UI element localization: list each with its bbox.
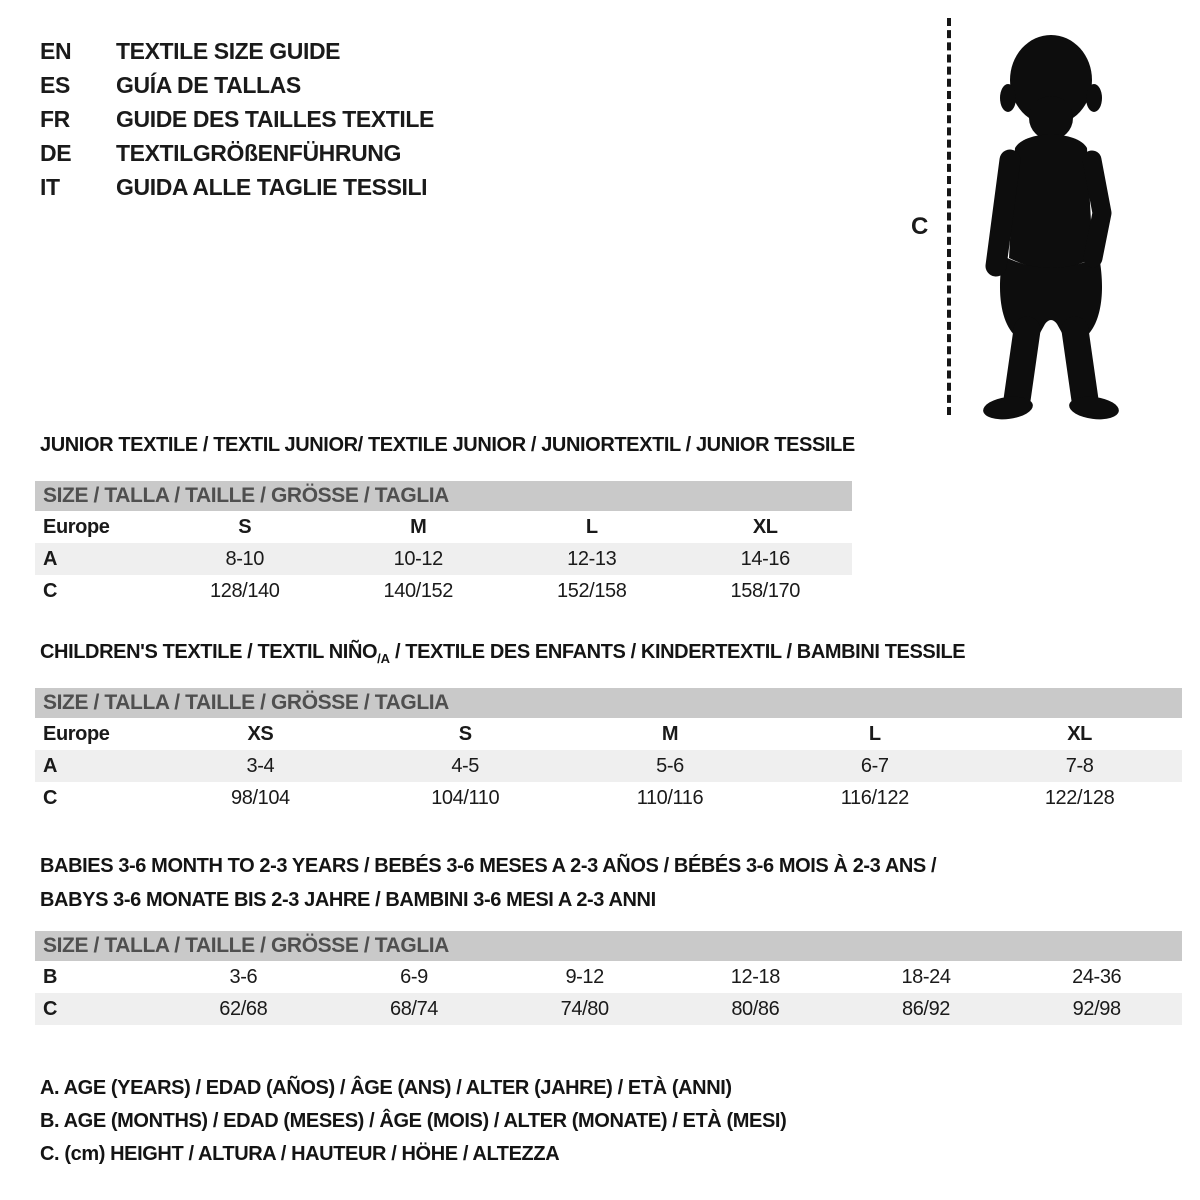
table-row [35,750,1182,782]
legend-line-a: A. AGE (YEARS) / EDAD (AÑOS) / ÂGE (ANS) / ALTER (JAHRE) / ETÀ (ANNI) [40,1077,732,1099]
size-value: 116/122 [840,787,909,809]
language-code: ES [40,72,70,98]
language-title-list [40,34,434,204]
guide-title: TEXTILGRÖßENFÜHRUNG [116,140,401,166]
legend-line-c: C. (cm) HEIGHT / ALTURA / HAUTEUR / HÖHE / ALTEZZA [40,1143,560,1165]
size-value: 104/110 [431,787,500,809]
table-row [35,511,852,543]
size-value: 12-13 [567,548,617,570]
size-value: 4-5 [451,755,480,777]
language-code: EN [40,38,72,64]
size-value: 10-12 [393,548,443,570]
size-header-bar: SIZE / TALLA / TAILLE / GRÖSSE / TAGLIA [35,481,852,511]
babies-size-table [35,931,1182,1025]
guide-title: TEXTILE SIZE GUIDE [116,38,341,64]
height-measure-label: C [911,213,928,240]
size-value: 152/158 [557,580,627,602]
language-row [40,170,434,204]
size-value: 110/116 [636,787,704,809]
size-value: 86/92 [901,998,951,1020]
language-code: DE [40,140,72,166]
junior-section-title: JUNIOR TEXTILE / TEXTIL JUNIOR/ TEXTILE JUNIOR / JUNIORTEXTIL / JUNIOR TESSILE [40,434,855,456]
size-value: 6-9 [400,966,428,988]
babies-title-line1: BABIES 3-6 MONTH TO 2-3 YEARS / BEBÉS 3-6 MESES A 2-3 AÑOS / BÉBÉS 3-6 MOIS À 2-3 ANS / [40,855,937,877]
row-label: C [43,580,58,602]
size-value: 140/152 [383,580,453,602]
children-size-table [35,688,1182,814]
language-row [40,34,434,68]
language-row [40,136,434,170]
language-row [40,102,434,136]
legend-line-b: B. AGE (MONTHS) / EDAD (MESES) / ÂGE (MOIS) / ALTER (MONATE) / ETÀ (MESI) [40,1110,787,1132]
size-value: 12-18 [730,966,780,988]
row-label: Europe [43,723,110,745]
size-header-bar: SIZE / TALLA / TAILLE / GRÖSSE / TAGLIA [35,688,1182,718]
row-label: C [43,787,58,809]
size-value: S [458,723,472,745]
size-value: 68/74 [389,998,439,1020]
size-value: 9-12 [565,966,604,988]
size-value: M [661,723,679,745]
children-title-sub: /A [377,651,390,666]
height-dashed-line [947,18,951,415]
guide-title: GUÍA DE TALLAS [116,72,301,98]
size-value: 62/68 [219,998,268,1020]
size-value: 74/80 [560,998,609,1020]
language-row [40,68,434,102]
size-value: XS [247,723,274,745]
table-row [35,575,852,607]
children-title-pre: CHILDREN'S TEXTILE / TEXTIL NIÑO [40,641,378,663]
guide-title: GUIDA ALLE TAGLIE TESSILI [116,174,428,200]
row-label: C [43,998,58,1020]
table-row [35,961,1182,993]
size-value: 7-8 [1065,755,1094,777]
table-row [35,993,1182,1025]
language-code: IT [40,174,60,200]
children-title-post: / TEXTILE DES ENFANTS / KINDERTEXTIL / BAMBINI TESSILE [389,641,966,663]
size-header-bar: SIZE / TALLA / TAILLE / GRÖSSE / TAGLIA [35,931,1182,961]
junior-size-table [35,481,852,607]
size-value: 128/140 [210,580,280,602]
table-row [35,543,852,575]
size-value: 98/104 [231,787,290,809]
language-code: FR [40,106,70,132]
table-row [35,718,1182,750]
size-value: 92/98 [1072,998,1121,1020]
size-value: L [868,723,881,745]
size-value: 6-7 [860,755,889,777]
size-value: 24-36 [1072,966,1122,988]
size-value: 18-24 [901,966,951,988]
row-label: Europe [43,516,110,538]
babies-title-line2: BABYS 3-6 MONATE BIS 2-3 JAHRE / BAMBINI 3-6 MESI A 2-3 ANNI [40,889,656,911]
size-value: 3-4 [246,755,275,777]
row-label: A [43,755,58,777]
size-value: 14-16 [740,548,790,570]
size-value: M [410,516,427,538]
size-value: XL [1067,723,1092,745]
table-row [35,782,1182,814]
row-label: A [43,548,58,570]
size-value: 3-6 [229,966,258,988]
size-value: 8-10 [225,548,264,570]
toddler-silhouette-icon [963,18,1140,420]
size-value: XL [752,516,778,538]
size-value: S [238,516,252,538]
babies-section-title [40,849,936,917]
row-label: B [43,966,58,988]
size-value: 80/86 [731,998,780,1020]
guide-title: GUIDE DES TAILLES TEXTILE [116,106,434,132]
size-value: L [585,516,598,538]
size-value: 158/170 [730,580,800,602]
size-value: 5-6 [656,755,684,777]
children-section-title [40,641,965,666]
size-value: 122/128 [1044,787,1115,809]
measurement-legend [40,1072,786,1171]
